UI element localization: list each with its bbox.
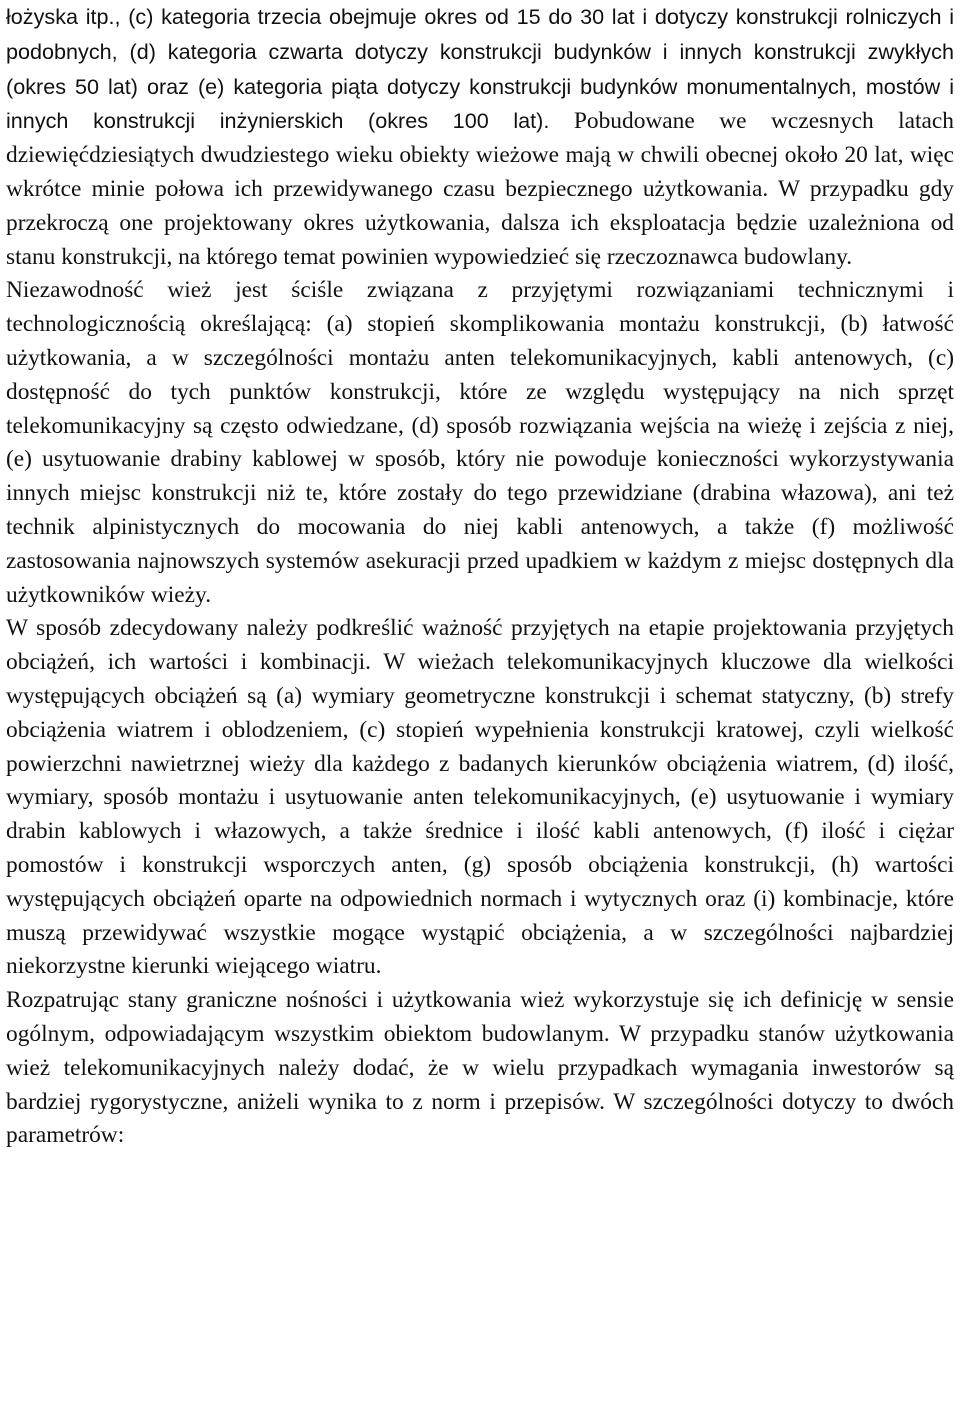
- paragraph-reliability: Niezawodność wież jest ściśle związana z przyjętymi rozwiązaniami technicznymi i technologicznością określającą: (a) stopień skomplikowania montażu konstrukcji, (b) łatwość użytkowania, a w szczególności montażu anten telekomunikacyjnych, kabli antenowych, (c) dostępność do tych punktów konstrukcji, które ze względu występujący na nich sprzęt telekomunikacyjny są często odwiedzane, (d) sposób rozwiązania wejścia na wieżę i zejścia z niej, (e) usytuowanie drabiny kablowej w sposób, który nie powoduje konieczności wykorzystywania innych miejsc konstrukcji niż te, które zostały do tego przewidziane (drabina włazowa), ani też technik alpinistycznych do mocowania do niej kabli antenowych, a także (f) możliwość zastosowania najnowszych systemów asekuracji przed upadkiem w każdym z miejsc dostępnych dla użytkowników wieży.: [6, 277, 954, 608]
- paragraph-lifespan-categories-sans-part: łożyska itp., (c) kategoria trzecia obejmuje okres od 15 do 30 lat i dotyczy konstrukcji rolniczych i podobnych, (d) kategoria czwarta dotyczy konstrukcji budynków i innych konstrukcji zwykłych (okres 50 lat) oraz (e) kategoria piąta dotyczy konstrukcji budynków monumentalnych, mostów i innych konstrukcji inżynierskich (okres 100 lat).: [6, 4, 954, 134]
- paragraph-loads: W sposób zdecydowany należy podkreślić ważność przyjętych na etapie projektowania przyjętych obciążeń, ich wartości i kombinacji. W wieżach telekomunikacyjnych kluczowe dla wielkości występujących obciążeń są (a) wymiary geometryczne konstrukcji i schemat statyczny, (b) strefy obciążenia wiatrem i oblodzeniem, (c) stopień wypełnienia konstrukcji kratowej, czyli wielkość powierzchni nawietrznej wieży dla każdego z badanych kierunków obciążenia wiatrem, (d) ilość, wymiary, sposób montażu i usytuowanie anten telekomunikacyjnych, (e) usytuowanie i wymiary drabin kablowych i włazowych, a także średnice i ilość kabli antenowych, (f) ilość i ciężar pomostów i konstrukcji wsporczych anten, (g) sposób obciążenia konstrukcji, (h) wartości występujących obciążeń oparte na odpowiednich normach i wytycznych oraz (i) kombinacje, które muszą przewidywać wszystkie mogące wystąpić obciążenia, a w szczególności najbardziej niekorzystne kierunki wiejącego wiatru.: [6, 615, 954, 980]
- paragraph-lifespan-categories: [6, 0, 954, 274]
- paragraph-lifespan-categories-serif-part: Pobudowane we wczesnych latach dziewięćdziesiątych dwudziestego wieku obiekty wieżowe mają w chwili obecnej około 20 lat, więc wkrótce minie połowa ich przewidywanego czasu bezpiecznego użytkowania. W przypadku gdy przekroczą one projektowany okres użytkowania, dalsza ich eksploatacja będzie uzależniona od stanu konstrukcji, na którego temat powinien wypowiedzieć się rzeczoznawca budowlany.: [6, 108, 955, 270]
- paragraph-limit-states: Rozpatrując stany graniczne nośności i użytkowania wież wykorzystuje się ich definicję w sensie ogólnym, odpowiadającym wszystkim obiektom budowlanym. W przypadku stanów użytkowania wież telekomunikacyjnych należy dodać, że w wielu przypadkach wymagania inwestorów są bardziej rygorystyczne, aniżeli wynika to z norm i przepisów. W szczególności dotyczy to dwóch parametrów:: [6, 987, 954, 1149]
